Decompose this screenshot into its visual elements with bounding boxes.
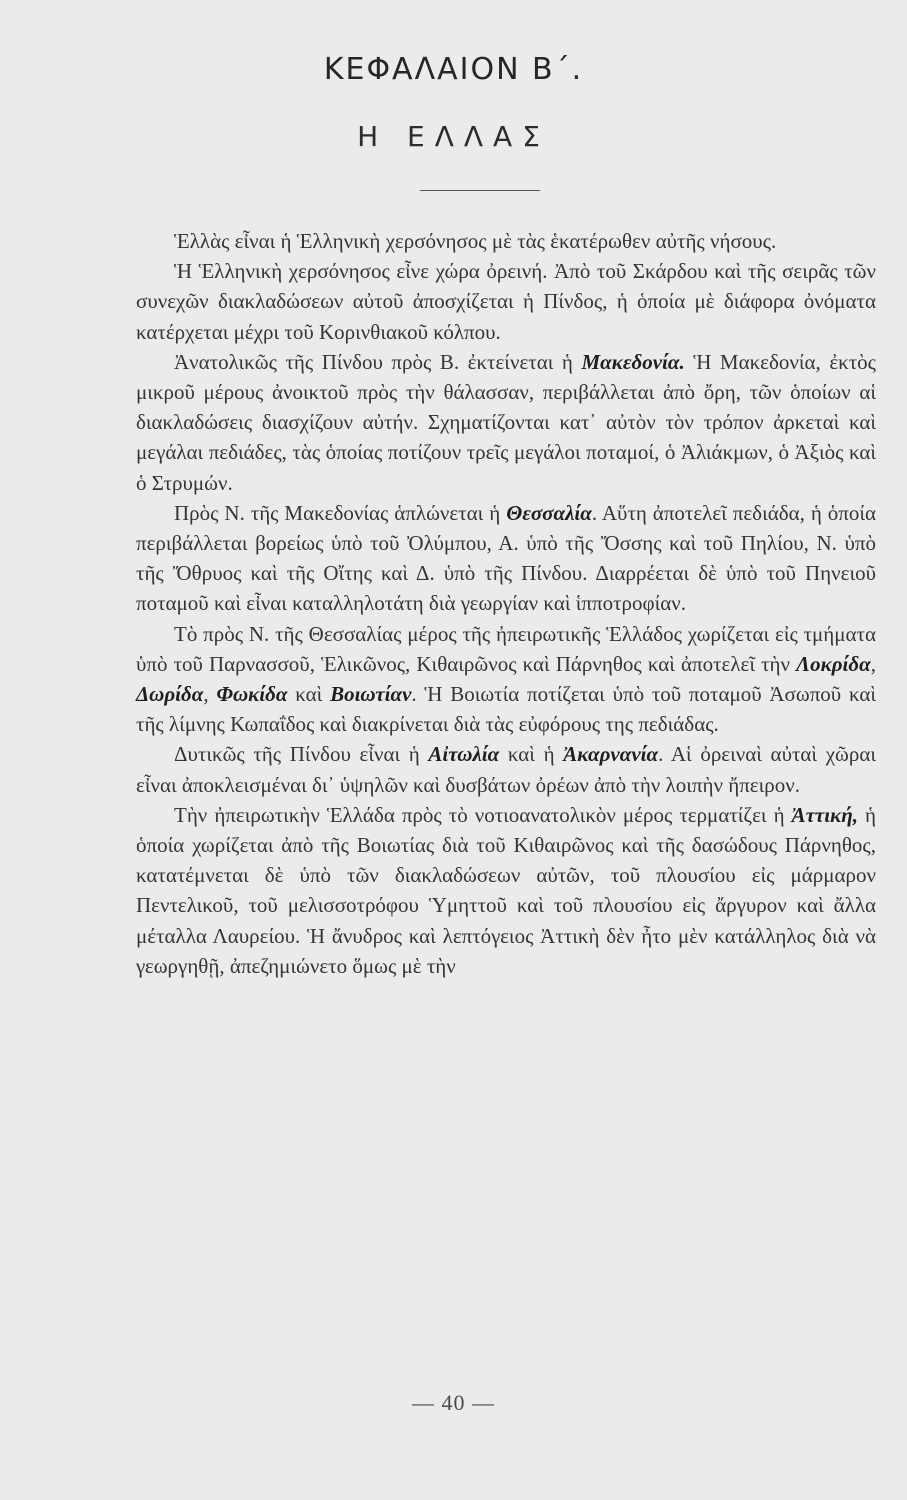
text-run: Ἡ Ἑλληνικὴ χερσόνησος εἶνε χώρα ὀρεινή. Ἀπὸ τοῦ Σκάρδου καὶ τῆς σειρᾶς τῶν συνεχῶν διακλαδώσεων αὐτοῦ ἀποσχίζεται ἡ Πίνδος, ἡ ὁποία μὲ διάφορα ὀνόματα κατέρχεται μέχρι τοῦ Κορινθιακοῦ κόλπου.	[136, 259, 876, 344]
paragraph	[136, 800, 876, 981]
text-run: Τὸ πρὸς Ν. τῆς Θεσσαλίας μέρος τῆς ἠπειρωτικῆς Ἑλλάδος χωρίζεται εἰς τμήματα ὑπὸ τοῦ Παρνασσοῦ, Ἑλικῶνος, Κιθαιρῶνος καὶ Πάρνηθος καὶ ἀποτελεῖ τὴν	[136, 621, 876, 676]
text-run: . Ἡ Βοιωτία ποτίζεται ὑπὸ τοῦ ποταμοῦ Ἀσωποῦ καὶ τῆς λίμνης Κωπαΐδος καὶ διακρίνεται διὰ τὰς εὐφόρους της πεδιάδας.	[136, 682, 876, 737]
region-term: Βοιωτίαν	[330, 682, 412, 707]
region-term: Ἀττική,	[791, 802, 858, 827]
text-run: . Αὕτη ἀποτελεῖ πεδιάδα, ἡ ὁποία περιβάλλεται βορείως ὑπὸ τοῦ Ὀλύμπου, Α. ὑπὸ τῆς Ὄσσης καὶ τοῦ Πηλίου, Ν. ὑπὸ τῆς Ὄθρυος καὶ τῆς Οἴτης καὶ Δ. ὑπὸ τῆς Πίνδου. Διαρρέεται δὲ ὑπὸ τοῦ Πηνειοῦ ποταμοῦ καὶ εἶναι καταλληλοτάτη διὰ γεωργίαν καὶ ἱπποτροφίαν.	[136, 500, 876, 616]
section-title: Η ΕΛΛΑΣ	[357, 120, 550, 153]
region-term: Μακεδονία.	[581, 349, 685, 374]
text-run: Δυτικῶς τῆς Πίνδου εἶναι ἡ	[174, 742, 429, 767]
page-number: — 40 —	[412, 1390, 495, 1415]
text-run: ,	[870, 651, 876, 676]
text-run: Πρὸς Ν. τῆς Μακεδονίας ἁπλώνεται ἡ	[174, 500, 507, 525]
text-run: καὶ	[287, 682, 331, 707]
text-run: καὶ ἡ	[499, 742, 564, 767]
title-divider	[420, 190, 540, 191]
text-run: Ἀνατολικῶς τῆς Πίνδου πρὸς Β. ἐκτείνεται ἡ	[174, 349, 582, 374]
text-run: . Αἱ ὀρειναὶ αὐταὶ χῶραι εἶναι ἀποκλεισμέναι δι᾽ ὑψηλῶν καὶ δυσβάτων ὀρέων ἀπὸ τὴν λοιπὴν ἤπειρον.	[136, 742, 876, 797]
text-run: Τὴν ἠπειρωτικὴν Ἑλλάδα πρὸς τὸ νοτιοανατολικὸν μέρος τερματίζει ἡ	[174, 802, 792, 827]
paragraph	[136, 619, 876, 740]
region-term: Αἰτωλία	[428, 742, 500, 767]
region-term: Ἀκαρνανία	[563, 742, 659, 767]
paragraph	[136, 498, 876, 619]
region-term: Δωρίδα	[136, 682, 204, 707]
chapter-heading: ΚΕΦΑΛΑΙΟΝ Β΄.	[323, 52, 584, 87]
paragraph	[136, 226, 876, 256]
paragraph	[136, 347, 876, 498]
text-run: Ἑλλὰς εἶναι ἡ Ἑλληνικὴ χερσόνησος μὲ τὰς ἑκατέρωθεν αὐτῆς νήσους.	[174, 229, 777, 253]
text-run: Ἡ Μακεδονία, ἐκτὸς μικροῦ μέρους ἀνοικτοῦ πρὸς τὴν θάλασσαν, περιβάλλεται ἀπὸ ὄρη, τῶν ὁποίων αἱ διακλαδώσεις διασχίζουν αὐτήν. Σχηματίζονται κατ᾽ αὐτὸν τὸν τρόπον ἀρκεταὶ καὶ μεγάλαι πεδιάδες, τὰς ὁποίας ποτίζουν τρεῖς μεγάλοι ποταμοί, ὁ Ἀλιάκμων, ὁ Ἀξιὸς καὶ ὁ Στρυμών.	[136, 349, 876, 495]
body-text	[136, 226, 876, 981]
region-term: Λοκρίδα	[796, 651, 871, 676]
region-term: Θεσσαλία	[506, 500, 592, 525]
text-run: ἡ ὁποία χωρίζεται ἀπὸ τῆς Βοιωτίας διὰ τοῦ Κιθαιρῶνος καὶ τῆς δασώδους Πάρνηθος, κατατέμνεται δὲ ὑπὸ τῶν διακλαδώσεων αὐτῶν, τοῦ πλουσίου εἰς μάρμαρον Πεντελικοῦ, τοῦ μελισσοτρόφου Ὑμηττοῦ καὶ τοῦ πλουσίου εἰς ἄργυρον καὶ ἄλλα μέταλλα Λαυρείου. Ἡ ἄνυδρος καὶ λεπτόγειος Ἀττικὴ δὲν ἦτο μὲν κατάλληλος διὰ νὰ γεωργηθῇ, ἀπεζημιώνετο ὅμως μὲ τὴν	[136, 802, 877, 978]
paragraph	[136, 256, 876, 347]
region-term: Φωκίδα	[216, 682, 288, 707]
paragraph	[136, 739, 876, 799]
text-run: ,	[203, 682, 217, 707]
